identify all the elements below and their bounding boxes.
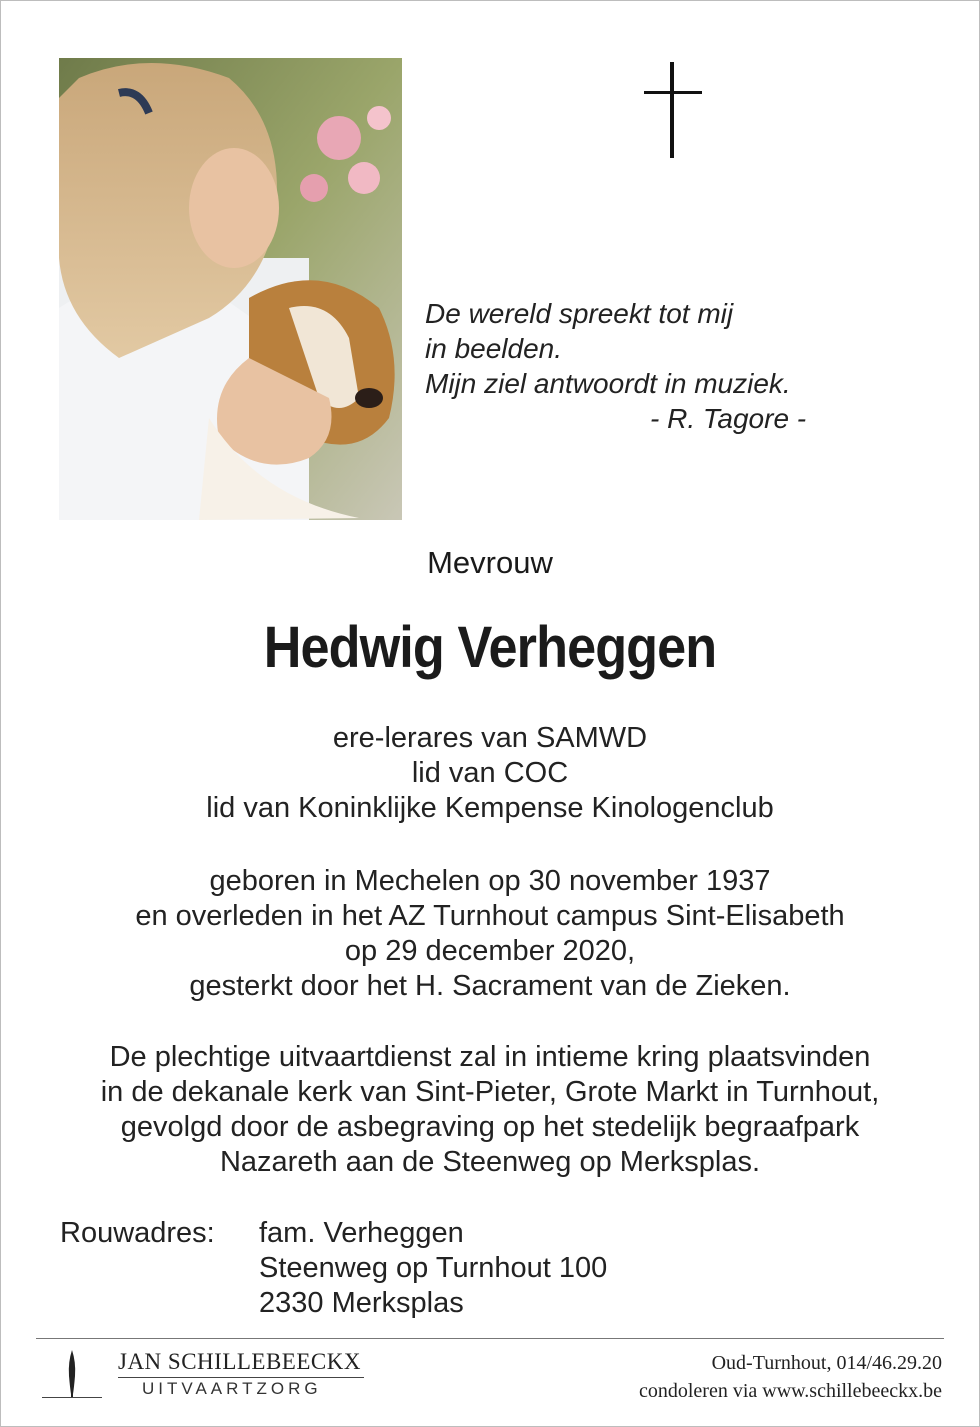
address-lines xyxy=(259,1216,759,1321)
affiliation-line: lid van COC xyxy=(411,757,569,789)
contact-info xyxy=(639,1349,942,1405)
quote-author: - R. Tagore - xyxy=(650,403,807,434)
funeral-line: De plechtige uitvaartdienst zal in intieme kring plaatsvinden xyxy=(109,1041,871,1073)
address-line: Steenweg op Turnhout 100 xyxy=(259,1252,608,1284)
funeral-line: in de dekanale kerk van Sint-Pieter, Grote Markt in Turnhout, xyxy=(100,1076,880,1108)
funeral-line: Nazareth aan de Steenweg op Merksplas. xyxy=(219,1146,761,1178)
life-details xyxy=(0,864,980,1004)
brand-subtitle: UITVAARTZORG xyxy=(142,1379,322,1398)
title-prefix: Mevrouw xyxy=(427,545,553,580)
portrait-photo xyxy=(59,58,402,520)
affiliations xyxy=(0,721,980,826)
address-label: Rouwadres: xyxy=(60,1217,215,1249)
footer-divider xyxy=(36,1338,944,1339)
brand-underline xyxy=(118,1377,364,1378)
quote-line: in beelden. xyxy=(425,333,563,364)
funeral-home-logo xyxy=(40,1348,380,1404)
affiliation-line: lid van Koninklijke Kempense Kinologenclub xyxy=(206,792,774,824)
portrait-photo-icon xyxy=(59,58,402,520)
cypress-tree-icon xyxy=(40,1348,104,1400)
life-line: geboren in Mechelen op 30 november 1937 xyxy=(209,865,771,897)
quote xyxy=(425,296,845,436)
life-line: op 29 december 2020, xyxy=(344,935,636,967)
brand-name: JAN SCHILLEBEECKX xyxy=(118,1349,361,1374)
contact-phone: Oud-Turnhout, 014/46.29.20 xyxy=(711,1352,942,1374)
deceased-name: Hedwig Verheggen xyxy=(263,615,717,680)
affiliation-line: ere-lerares van SAMWD xyxy=(332,722,648,754)
address-line: 2330 Merksplas xyxy=(259,1287,464,1319)
life-line: gesterkt door het H. Sacrament van de Zieken. xyxy=(189,970,791,1002)
address-line: fam. Verheggen xyxy=(259,1217,464,1249)
quote-line: Mijn ziel antwoordt in muziek. xyxy=(425,368,791,399)
contact-website[interactable]: condoleren via www.schillebeeckx.be xyxy=(638,1380,942,1402)
quote-line: De wereld spreekt tot mij xyxy=(425,298,734,329)
cross-icon xyxy=(644,62,702,158)
funeral-details xyxy=(0,1040,980,1180)
life-line: en overleden in het AZ Turnhout campus Sint-Elisabeth xyxy=(135,900,845,932)
funeral-line: gevolgd door de asbegraving op het stedelijk begraafpark xyxy=(120,1111,860,1143)
